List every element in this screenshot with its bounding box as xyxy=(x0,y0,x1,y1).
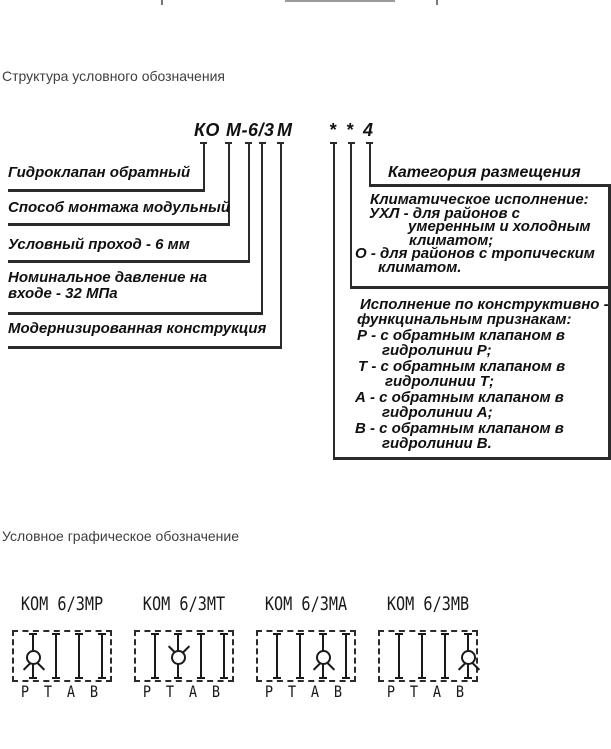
label-underline xyxy=(8,189,205,192)
port-line-b xyxy=(101,633,103,679)
structure-section-title: Структура условного обозначения xyxy=(2,68,225,84)
check-valve-ball xyxy=(316,650,331,665)
label-constructive-line: гидролинии В. xyxy=(382,435,492,452)
leader-line xyxy=(350,142,352,289)
port-label-a: А xyxy=(432,682,442,701)
label-climate-line: О - для районов с тропическим xyxy=(355,245,595,262)
port-line-a xyxy=(200,633,202,679)
port-label-t: Т xyxy=(43,682,53,701)
cropped-text-fragment xyxy=(285,0,395,2)
port-line-a xyxy=(78,633,80,679)
leader-line xyxy=(203,142,205,192)
port-line-b xyxy=(345,633,347,679)
label-underline xyxy=(8,312,263,315)
leader-line xyxy=(369,142,371,187)
port-label-t: Т xyxy=(409,682,419,701)
label-check-valve: Гидроклапан обратный xyxy=(8,164,191,181)
port-line-p xyxy=(398,633,400,679)
label-underline xyxy=(8,260,250,263)
rule-climate xyxy=(350,286,611,289)
label-constructive-line: Р - с обратным клапаном в xyxy=(357,327,565,344)
designation-part-m: М xyxy=(277,120,293,140)
port-label-b: В xyxy=(211,682,221,701)
cropped-text-fragment xyxy=(436,0,438,5)
symbol-diagram-mr xyxy=(6,593,118,705)
port-label-p: Р xyxy=(20,682,30,701)
port-label-a: А xyxy=(310,682,320,701)
port-line-a xyxy=(444,633,446,679)
port-label-a: А xyxy=(188,682,198,701)
symbol-box xyxy=(12,630,112,682)
designation-part-star2: * xyxy=(346,120,354,140)
port-label-t: Т xyxy=(165,682,175,701)
label-underline xyxy=(8,346,282,349)
label-climate-line: умеренным и холодным xyxy=(408,218,591,235)
symbol-title: КОМ 6/3МР xyxy=(20,593,104,615)
label-modernized: Модернизированная конструкция xyxy=(8,320,267,337)
label-constructive-line: гидролинии Т; xyxy=(385,373,494,390)
port-label-t: Т xyxy=(287,682,297,701)
symbol-diagram-mb xyxy=(372,593,484,705)
label-climate-line: Климатическое исполнение: xyxy=(370,191,589,208)
check-valve-ball xyxy=(26,650,41,665)
leader-line xyxy=(280,142,282,349)
symbol-box xyxy=(378,630,478,682)
port-line-b xyxy=(223,633,225,679)
label-bore: Условный проход - 6 мм xyxy=(8,236,190,253)
designation-part-4: 4 xyxy=(363,120,374,140)
port-line-p xyxy=(276,633,278,679)
port-label-p: Р xyxy=(264,682,274,701)
label-underline xyxy=(8,223,230,226)
port-line-t xyxy=(421,633,423,679)
designation-part-ko: КО xyxy=(194,120,220,140)
rule-constructive xyxy=(333,457,611,460)
label-constructive-line: Т - с обратным клапаном в xyxy=(358,358,566,375)
label-constructive-line: В - с обратным клапаном в xyxy=(355,420,564,437)
designation-part-m63: М-6/3 xyxy=(226,120,275,140)
port-label-a: А xyxy=(66,682,76,701)
label-pressure-line1: Номинальное давление на xyxy=(8,269,208,286)
port-label-p: Р xyxy=(386,682,396,701)
port-line-t xyxy=(299,633,301,679)
symbol-title: КОМ 6/3МВ xyxy=(386,593,470,615)
label-mounting: Способ монтажа модульный xyxy=(8,199,230,216)
label-climate-line: УХЛ - для районов с xyxy=(369,205,521,222)
label-category: Категория размещения xyxy=(388,164,581,181)
label-constructive-line: А - с обратным клапаном в xyxy=(355,389,564,406)
port-label-b: В xyxy=(89,682,99,701)
port-line-t xyxy=(55,633,57,679)
port-label-p: Р xyxy=(142,682,152,701)
label-constructive-line: Исполнение по конструктивно - xyxy=(360,296,609,313)
symbol-box xyxy=(256,630,356,682)
symbol-diagram-ma xyxy=(250,593,362,705)
rule-category xyxy=(369,184,611,187)
label-constructive-line: гидролинии Р; xyxy=(382,342,492,359)
label-climate-line: климатом. xyxy=(378,259,462,276)
symbol-box xyxy=(134,630,234,682)
leader-line xyxy=(333,142,335,460)
port-label-b: В xyxy=(333,682,343,701)
leader-line xyxy=(248,142,250,263)
check-valve-ball xyxy=(461,650,476,665)
cropped-text-fragment xyxy=(161,0,163,5)
symbol-title: КОМ 6/3МТ xyxy=(142,593,226,615)
symbol-diagram-mt xyxy=(128,593,240,705)
label-pressure-line2: входе - 32 МПа xyxy=(8,284,118,302)
label-constructive-line: гидролинии А; xyxy=(382,404,493,421)
port-line-p xyxy=(154,633,156,679)
symbol-title: КОМ 6/3МА xyxy=(264,593,348,615)
port-label-b: В xyxy=(455,682,465,701)
leader-line xyxy=(261,142,263,315)
graphic-section-title: Условное графическое обозначение xyxy=(2,528,240,544)
label-climate-line: климатом; xyxy=(409,232,494,249)
label-constructive-line: функцинальным признакам: xyxy=(357,311,572,328)
check-valve-ball xyxy=(171,650,186,665)
designation-part-star1: * xyxy=(329,120,337,140)
label-pressure xyxy=(8,270,207,301)
